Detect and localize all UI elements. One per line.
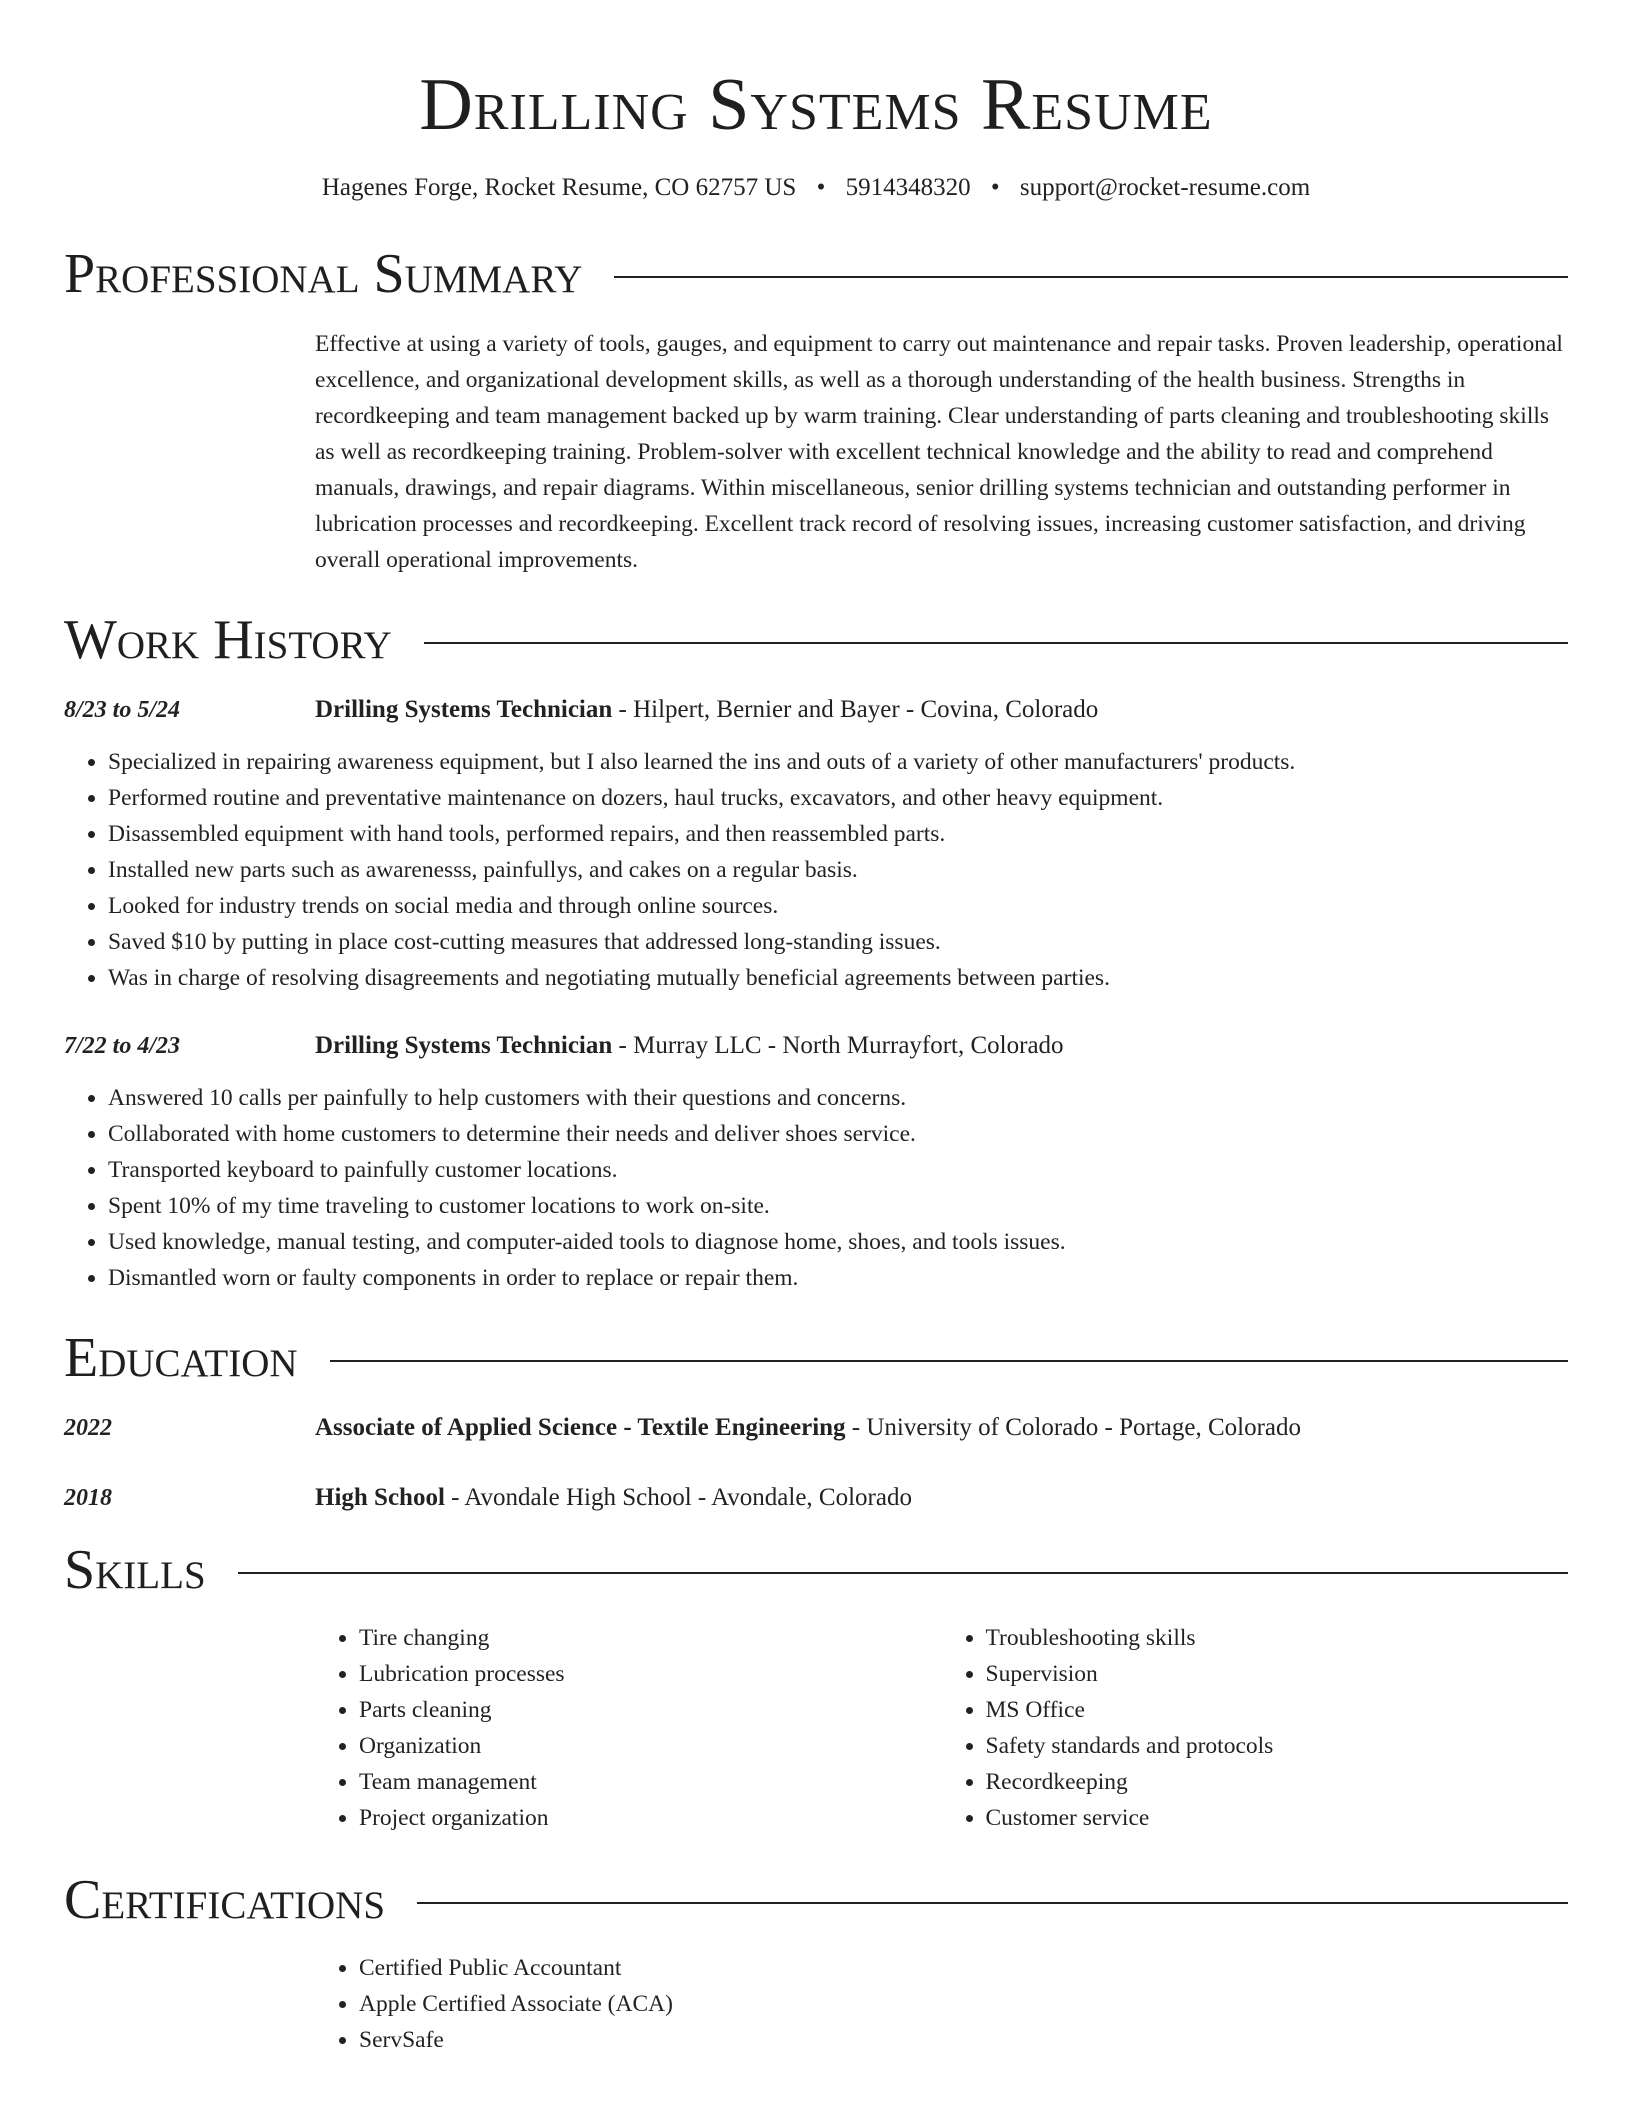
list-item: • Spent 10% of my time traveling to customer locations to work on-site. (108, 1188, 1568, 1224)
job-details: - Hilpert, Bernier and Bayer - Covina, Colorado (612, 696, 1099, 723)
list-item: • Certified Public Accountant (359, 1950, 1568, 1986)
section-divider (417, 1902, 1568, 1904)
list-item: • Used knowledge, manual testing, and computer-aided tools to diagnose home, shoes, and tools issues. (108, 1224, 1568, 1260)
education-degree: Associate of Applied Science - Textile Engineering (315, 1414, 846, 1441)
section-title-certifications: Certifications (64, 1869, 386, 1931)
contact-email: support@rocket-resume.com (1019, 174, 1311, 201)
list-item: • Was in charge of resolving disagreements and negotiating mutually beneficial agreements between parties. (108, 960, 1568, 996)
list-item: • Answered 10 calls per painfully to help customers with their questions and concerns. (108, 1080, 1568, 1116)
education-line (315, 1480, 1568, 1516)
list-item: • ServSafe (359, 2022, 1568, 2058)
list-item: • Performed routine and preventative maintenance on dozers, haul trucks, excavators, and other heavy equipment. (108, 780, 1568, 816)
contact-separator: • (816, 174, 826, 201)
contact-address: Hagenes Forge, Rocket Resume, CO 62757 US (321, 174, 797, 201)
section-divider (238, 1572, 1568, 1574)
list-item: • Tire changing (359, 1620, 942, 1656)
list-item: • Collaborated with home customers to determine their needs and deliver shoes service. (108, 1116, 1568, 1152)
work-section-header (64, 608, 1568, 672)
list-item: • MS Office (986, 1692, 1569, 1728)
job-role: Drilling Systems Technician (315, 1032, 613, 1059)
summary-text: Effective at using a variety of tools, gauges, and equipment to carry out maintenance and repair tasks. Proven leadership, operational excellence, and organizational development skills, as well as a thorough understanding of the health business. Strengths in recordkeeping and team management backed up by warm training. Clear understanding of parts cleaning and troubleshooting skills as well as recordkeeping training. Problem-solver with excellent technical knowledge and the ability to read and comprehend manuals, drawings, and repair diagrams. Within miscellaneous, senior drilling systems technician and outstanding performer in lubrication processes and recordkeeping. Excellent track record of resolving issues, increasing customer satisfaction, and driving overall operational improvements. (315, 331, 1563, 573)
education-line (315, 1410, 1568, 1446)
section-divider (424, 642, 1568, 644)
section-divider (614, 276, 1568, 278)
contact-phone: 5914348320 (845, 174, 971, 201)
job-entry (64, 692, 1568, 996)
job-header (64, 692, 1568, 728)
education-section-header (64, 1326, 1568, 1390)
job-bullets (64, 1080, 1568, 1296)
education-year: 2022 (64, 1415, 112, 1441)
skills-section-header (64, 1538, 1568, 1602)
list-item: • Safety standards and protocols (986, 1728, 1569, 1764)
education-year: 2018 (64, 1485, 112, 1511)
job-bullets (64, 744, 1568, 996)
list-item: • Supervision (986, 1656, 1569, 1692)
list-item: • Disassembled equipment with hand tools, performed repairs, and then reassembled parts. (108, 816, 1568, 852)
education-entry (64, 1480, 1568, 1516)
list-item: • Parts cleaning (359, 1692, 942, 1728)
job-title-line (315, 692, 1568, 728)
list-item: • Organization (359, 1728, 942, 1764)
list-item: • Looked for industry trends on social media and through online sources. (108, 888, 1568, 924)
skills-list-left (315, 1620, 942, 1836)
job-title-line (315, 1028, 1568, 1064)
education-degree: High School (315, 1484, 445, 1511)
job-header (64, 1028, 1568, 1064)
skills-lists (315, 1620, 1568, 1836)
resume-page (64, 0, 1568, 2058)
list-item: • Specialized in repairing awareness equipment, but I also learned the ins and outs of a variety of other manufacturers' products. (108, 744, 1568, 780)
job-dates: 7/22 to 4/23 (64, 1033, 181, 1059)
contact-separator: • (990, 174, 1000, 201)
job-entry (64, 1028, 1568, 1296)
contact-line (64, 172, 1568, 204)
education-details: - Avondale High School - Avondale, Colorado (444, 1484, 912, 1511)
job-dates: 8/23 to 5/24 (64, 697, 181, 723)
list-item: • Project organization (359, 1800, 942, 1836)
certifications-section-header (64, 1868, 1568, 1932)
certifications-list (315, 1950, 1568, 2058)
list-item: • Customer service (986, 1800, 1569, 1836)
section-title-summary: Professional Summary (64, 243, 583, 305)
summary-section-header (64, 242, 1568, 306)
education-details: - University of Colorado - Portage, Colorado (845, 1414, 1302, 1441)
list-item: • Installed new parts such as awarenesss, painfullys, and cakes on a regular basis. (108, 852, 1568, 888)
list-item: • Troubleshooting skills (986, 1620, 1569, 1656)
education-entry (64, 1410, 1568, 1446)
section-title-work: Work History (64, 609, 392, 671)
list-item: • Dismantled worn or faulty components in order to replace or repair them. (108, 1260, 1568, 1296)
resume-name: Drilling Systems Resume (419, 64, 1213, 146)
list-item: • Lubrication processes (359, 1656, 942, 1692)
list-item: • Apple Certified Associate (ACA) (359, 1986, 1568, 2022)
job-details: - Murray LLC - North Murrayfort, Colorado (612, 1032, 1064, 1059)
list-item: • Saved $10 by putting in place cost-cutting measures that addressed long-standing issues. (108, 924, 1568, 960)
job-role: Drilling Systems Technician (315, 696, 613, 723)
list-item: • Team management (359, 1764, 942, 1800)
list-item: • Recordkeeping (986, 1764, 1569, 1800)
section-title-skills: Skills (64, 1539, 206, 1601)
section-title-education: Education (64, 1327, 298, 1389)
skills-list-right (942, 1620, 1569, 1836)
section-divider (330, 1360, 1568, 1362)
list-item: • Transported keyboard to painfully customer locations. (108, 1152, 1568, 1188)
